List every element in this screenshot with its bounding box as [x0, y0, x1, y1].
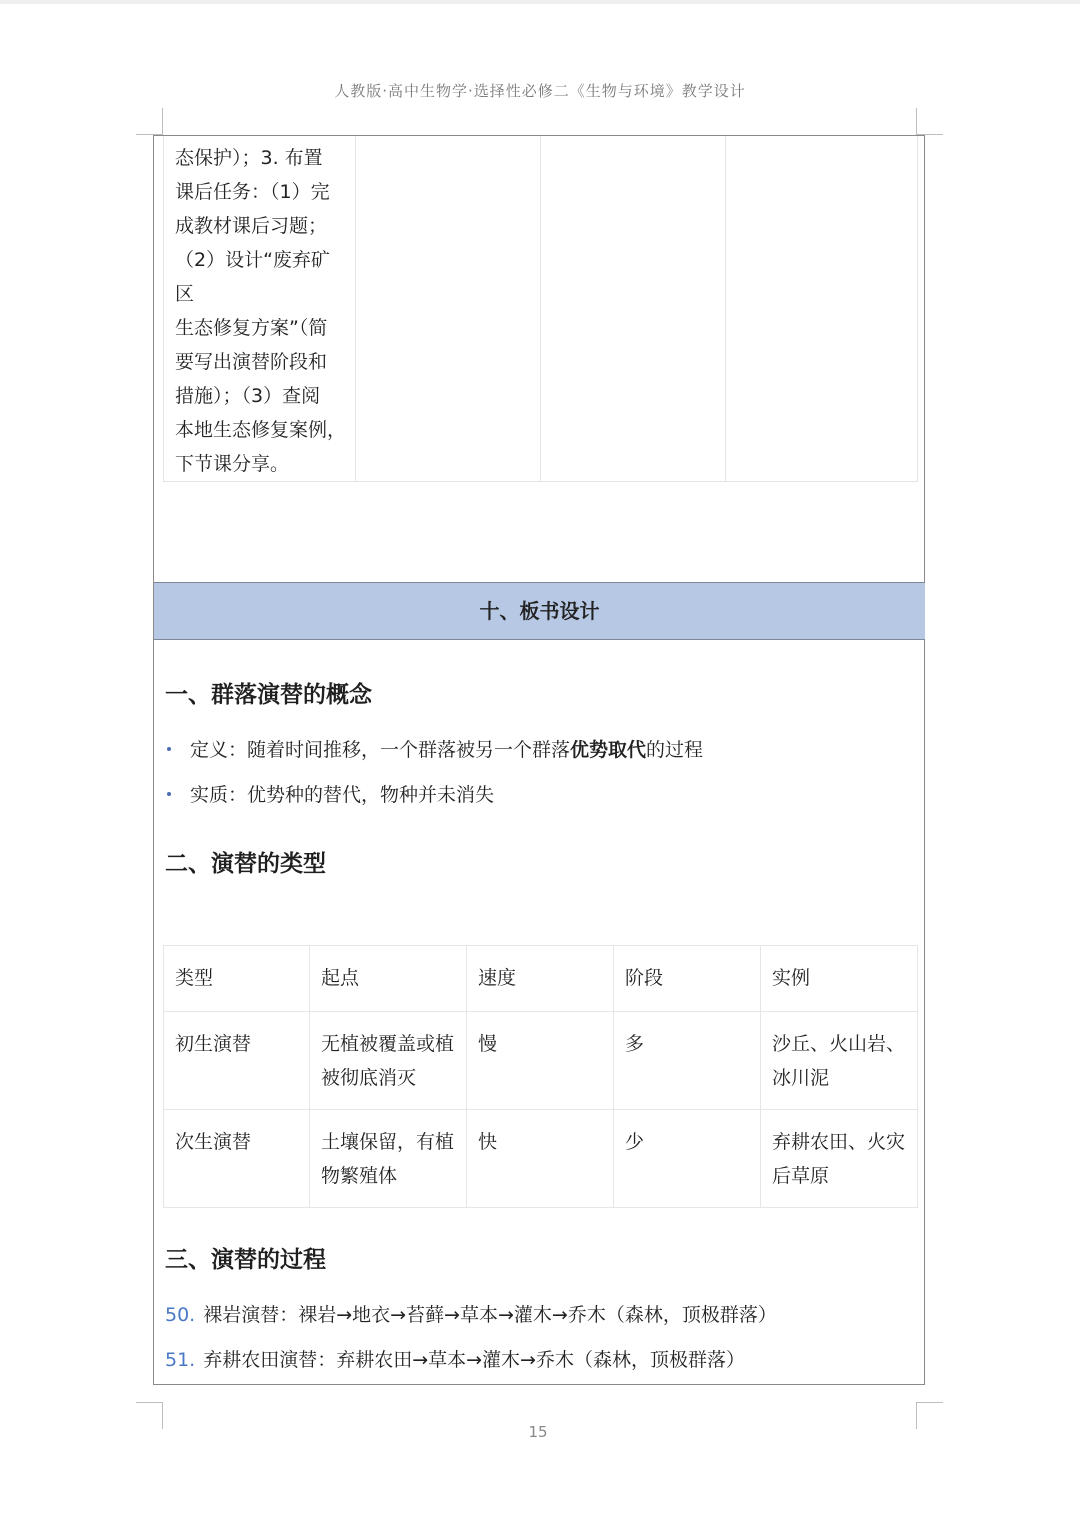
list-number: 51. [165, 1349, 196, 1371]
table-cell [164, 136, 356, 482]
list-number: 50. [165, 1304, 196, 1326]
table-cell: 土壤保留，有植物繁殖体 [310, 1110, 467, 1208]
heading-process: 三、演替的过程 [165, 1247, 326, 1273]
column-header: 实例 [761, 946, 918, 1012]
table-row [164, 136, 918, 482]
heading-types: 二、演替的类型 [165, 851, 326, 877]
table-cell: 多 [614, 1012, 761, 1110]
column-header: 速度 [467, 946, 614, 1012]
section-title-bar: 十、板书设计 [154, 582, 925, 640]
table-cell: 初生演替 [164, 1012, 310, 1110]
column-header: 起点 [310, 946, 467, 1012]
continuation-table [163, 136, 918, 482]
table-row [164, 1012, 918, 1110]
heading-concept: 一、群落演替的概念 [165, 682, 372, 708]
definition-text-after: 的过程 [646, 739, 704, 761]
table-cell [541, 136, 726, 482]
bullet-icon [167, 747, 171, 751]
table-cell [726, 136, 918, 482]
running-header: 人教版·高中生物学·选择性必修二《生物与环境》教学设计 [334, 82, 746, 100]
crop-mark-bottom-right-h [916, 1402, 943, 1403]
list-item-definition [165, 735, 703, 762]
succession-types-table [163, 945, 918, 1208]
list-item-text: 弃耕农田演替：弃耕农田→草本→灌木→乔木（森林，顶极群落） [203, 1349, 745, 1371]
table-cell: 弃耕农田、火灾后草原 [761, 1110, 918, 1208]
top-band [0, 0, 1080, 4]
table-cell: 少 [614, 1110, 761, 1208]
crop-mark-top-left-v [162, 108, 163, 135]
crop-mark-bottom-left-h [136, 1402, 163, 1403]
after-class-task-text: 态保护）；3. 布置 课后任务：（1）完 成教材课后习题； （2）设计“废弃矿区 生态修复方案”（简 要写出演替阶段和 措施）；（3）查阅 本地生态修复案例， 下节课分享。 [175, 147, 347, 475]
table-cell [356, 136, 541, 482]
list-item-abandoned-farmland [165, 1345, 745, 1372]
list-item-bare-rock [165, 1300, 777, 1327]
crop-mark-top-right-v [916, 108, 917, 135]
essence-text: 实质：优势种的替代，物种并未消失 [190, 784, 495, 806]
table-row [164, 1110, 918, 1208]
bullet-icon [167, 792, 171, 796]
table-cell: 次生演替 [164, 1110, 310, 1208]
table-cell: 沙丘、火山岩、冰川泥 [761, 1012, 918, 1110]
page-number: 15 [528, 1423, 548, 1441]
table-header-row [164, 946, 918, 1012]
definition-text-bold: 优势取代 [570, 739, 647, 761]
list-item-essence [165, 780, 494, 807]
table-cell: 慢 [467, 1012, 614, 1110]
column-header: 阶段 [614, 946, 761, 1012]
definition-text-before: 定义：随着时间推移，一个群落被另一个群落 [190, 739, 571, 761]
column-header: 类型 [164, 946, 310, 1012]
table-cell: 无植被覆盖或植被彻底消灭 [310, 1012, 467, 1110]
table-cell: 快 [467, 1110, 614, 1208]
list-item-text: 裸岩演替：裸岩→地衣→苔藓→草本→灌木→乔木（森林，顶极群落） [203, 1304, 777, 1326]
